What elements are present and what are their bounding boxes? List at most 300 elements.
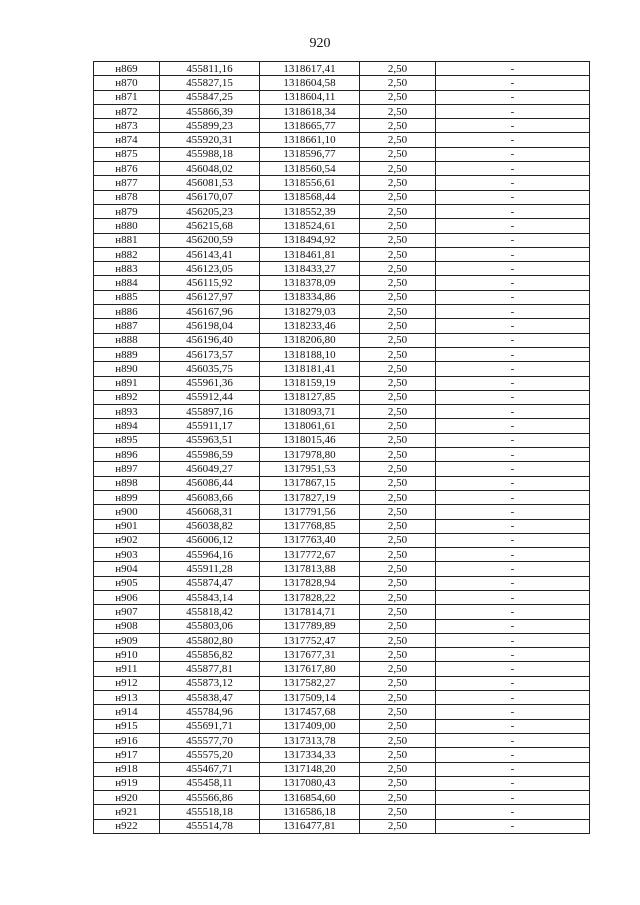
x-coordinate-cell: 455838,47	[160, 691, 260, 705]
note-cell: -	[436, 805, 590, 819]
point-id-cell: н885	[94, 290, 160, 304]
x-coordinate-cell: 455518,18	[160, 805, 260, 819]
accuracy-cell: 2,50	[360, 476, 436, 490]
accuracy-cell: 2,50	[360, 190, 436, 204]
accuracy-cell: 2,50	[360, 533, 436, 547]
y-coordinate-cell: 1317313,78	[260, 733, 360, 747]
accuracy-cell: 2,50	[360, 633, 436, 647]
accuracy-cell: 2,50	[360, 419, 436, 433]
table-row	[94, 533, 590, 547]
point-id-cell: н910	[94, 648, 160, 662]
point-id-cell: н872	[94, 104, 160, 118]
table-row	[94, 147, 590, 161]
table-row	[94, 233, 590, 247]
y-coordinate-cell: 1318061,61	[260, 419, 360, 433]
accuracy-cell: 2,50	[360, 405, 436, 419]
x-coordinate-cell: 455827,15	[160, 76, 260, 90]
point-id-cell: н895	[94, 433, 160, 447]
accuracy-cell: 2,50	[360, 176, 436, 190]
y-coordinate-cell: 1317148,20	[260, 762, 360, 776]
x-coordinate-cell: 455874,47	[160, 576, 260, 590]
accuracy-cell: 2,50	[360, 119, 436, 133]
point-id-cell: н890	[94, 362, 160, 376]
note-cell: -	[436, 576, 590, 590]
point-id-cell: н912	[94, 676, 160, 690]
table-row	[94, 748, 590, 762]
table-row	[94, 190, 590, 204]
accuracy-cell: 2,50	[360, 247, 436, 261]
table-row	[94, 462, 590, 476]
table-row	[94, 548, 590, 562]
accuracy-cell: 2,50	[360, 748, 436, 762]
table-row	[94, 62, 590, 76]
y-coordinate-cell: 1316477,81	[260, 819, 360, 833]
y-coordinate-cell: 1317813,88	[260, 562, 360, 576]
y-coordinate-cell: 1318665,77	[260, 119, 360, 133]
accuracy-cell: 2,50	[360, 776, 436, 790]
note-cell: -	[436, 305, 590, 319]
x-coordinate-cell: 455856,82	[160, 648, 260, 662]
accuracy-cell: 2,50	[360, 676, 436, 690]
table-row	[94, 733, 590, 747]
y-coordinate-cell: 1318661,10	[260, 133, 360, 147]
accuracy-cell: 2,50	[360, 76, 436, 90]
point-id-cell: н886	[94, 305, 160, 319]
x-coordinate-cell: 455691,71	[160, 719, 260, 733]
note-cell: -	[436, 748, 590, 762]
table-row	[94, 590, 590, 604]
x-coordinate-cell: 455920,31	[160, 133, 260, 147]
accuracy-cell: 2,50	[360, 305, 436, 319]
accuracy-cell: 2,50	[360, 347, 436, 361]
table-row	[94, 219, 590, 233]
y-coordinate-cell: 1318617,41	[260, 62, 360, 76]
table-row	[94, 490, 590, 504]
note-cell: -	[436, 233, 590, 247]
note-cell: -	[436, 147, 590, 161]
x-coordinate-cell: 455912,44	[160, 390, 260, 404]
y-coordinate-cell: 1318093,71	[260, 405, 360, 419]
y-coordinate-cell: 1317763,40	[260, 533, 360, 547]
note-cell: -	[436, 519, 590, 533]
x-coordinate-cell: 456143,41	[160, 247, 260, 261]
y-coordinate-cell: 1318524,61	[260, 219, 360, 233]
y-coordinate-cell: 1318568,44	[260, 190, 360, 204]
point-id-cell: н919	[94, 776, 160, 790]
y-coordinate-cell: 1316854,60	[260, 791, 360, 805]
x-coordinate-cell: 455866,39	[160, 104, 260, 118]
table-row	[94, 448, 590, 462]
point-id-cell: н889	[94, 347, 160, 361]
point-id-cell: н911	[94, 662, 160, 676]
table-row	[94, 562, 590, 576]
accuracy-cell: 2,50	[360, 362, 436, 376]
accuracy-cell: 2,50	[360, 204, 436, 218]
accuracy-cell: 2,50	[360, 719, 436, 733]
x-coordinate-cell: 456035,75	[160, 362, 260, 376]
table-row	[94, 691, 590, 705]
x-coordinate-cell: 455575,20	[160, 748, 260, 762]
y-coordinate-cell: 1317828,22	[260, 590, 360, 604]
table-row	[94, 433, 590, 447]
table-row	[94, 362, 590, 376]
y-coordinate-cell: 1318181,41	[260, 362, 360, 376]
note-cell: -	[436, 290, 590, 304]
accuracy-cell: 2,50	[360, 490, 436, 504]
note-cell: -	[436, 376, 590, 390]
y-coordinate-cell: 1318279,03	[260, 305, 360, 319]
table-body	[94, 62, 590, 834]
y-coordinate-cell: 1318604,58	[260, 76, 360, 90]
x-coordinate-cell: 455577,70	[160, 733, 260, 747]
point-id-cell: н921	[94, 805, 160, 819]
accuracy-cell: 2,50	[360, 819, 436, 833]
accuracy-cell: 2,50	[360, 762, 436, 776]
point-id-cell: н899	[94, 490, 160, 504]
note-cell: -	[436, 619, 590, 633]
point-id-cell: н918	[94, 762, 160, 776]
x-coordinate-cell: 455911,28	[160, 562, 260, 576]
table-row	[94, 305, 590, 319]
point-id-cell: н922	[94, 819, 160, 833]
table-row	[94, 333, 590, 347]
accuracy-cell: 2,50	[360, 133, 436, 147]
y-coordinate-cell: 1317509,14	[260, 691, 360, 705]
table-row	[94, 762, 590, 776]
point-id-cell: н914	[94, 705, 160, 719]
note-cell: -	[436, 405, 590, 419]
accuracy-cell: 2,50	[360, 590, 436, 604]
x-coordinate-cell: 456123,05	[160, 262, 260, 276]
y-coordinate-cell: 1318378,09	[260, 276, 360, 290]
accuracy-cell: 2,50	[360, 376, 436, 390]
x-coordinate-cell: 455802,80	[160, 633, 260, 647]
point-id-cell: н888	[94, 333, 160, 347]
y-coordinate-cell: 1317951,53	[260, 462, 360, 476]
accuracy-cell: 2,50	[360, 462, 436, 476]
point-id-cell: н880	[94, 219, 160, 233]
x-coordinate-cell: 456167,96	[160, 305, 260, 319]
accuracy-cell: 2,50	[360, 333, 436, 347]
note-cell: -	[436, 590, 590, 604]
note-cell: -	[436, 419, 590, 433]
note-cell: -	[436, 433, 590, 447]
x-coordinate-cell: 456115,92	[160, 276, 260, 290]
note-cell: -	[436, 390, 590, 404]
point-id-cell: н907	[94, 605, 160, 619]
y-coordinate-cell: 1318604,11	[260, 90, 360, 104]
accuracy-cell: 2,50	[360, 448, 436, 462]
table-row	[94, 705, 590, 719]
point-id-cell: н897	[94, 462, 160, 476]
point-id-cell: н906	[94, 590, 160, 604]
note-cell: -	[436, 204, 590, 218]
table-row	[94, 119, 590, 133]
note-cell: -	[436, 476, 590, 490]
y-coordinate-cell: 1317409,00	[260, 719, 360, 733]
x-coordinate-cell: 455961,36	[160, 376, 260, 390]
accuracy-cell: 2,50	[360, 62, 436, 76]
point-id-cell: н909	[94, 633, 160, 647]
y-coordinate-cell: 1317080,43	[260, 776, 360, 790]
y-coordinate-cell: 1318233,46	[260, 319, 360, 333]
point-id-cell: н876	[94, 162, 160, 176]
x-coordinate-cell: 456215,68	[160, 219, 260, 233]
point-id-cell: н878	[94, 190, 160, 204]
table-row	[94, 662, 590, 676]
page-number: 920	[309, 36, 331, 51]
x-coordinate-cell: 455458,11	[160, 776, 260, 790]
table-row	[94, 247, 590, 261]
y-coordinate-cell: 1317752,47	[260, 633, 360, 647]
y-coordinate-cell: 1318206,80	[260, 333, 360, 347]
accuracy-cell: 2,50	[360, 290, 436, 304]
accuracy-cell: 2,50	[360, 548, 436, 562]
x-coordinate-cell: 456081,53	[160, 176, 260, 190]
accuracy-cell: 2,50	[360, 791, 436, 805]
table-row	[94, 390, 590, 404]
note-cell: -	[436, 505, 590, 519]
table-row	[94, 576, 590, 590]
note-cell: -	[436, 176, 590, 190]
note-cell: -	[436, 776, 590, 790]
y-coordinate-cell: 1318552,39	[260, 204, 360, 218]
accuracy-cell: 2,50	[360, 276, 436, 290]
note-cell: -	[436, 448, 590, 462]
accuracy-cell: 2,50	[360, 162, 436, 176]
note-cell: -	[436, 819, 590, 833]
y-coordinate-cell: 1318334,86	[260, 290, 360, 304]
y-coordinate-cell: 1318618,34	[260, 104, 360, 118]
x-coordinate-cell: 456048,02	[160, 162, 260, 176]
note-cell: -	[436, 562, 590, 576]
y-coordinate-cell: 1318596,77	[260, 147, 360, 161]
x-coordinate-cell: 455811,16	[160, 62, 260, 76]
note-cell: -	[436, 104, 590, 118]
point-id-cell: н904	[94, 562, 160, 576]
accuracy-cell: 2,50	[360, 219, 436, 233]
point-id-cell: н869	[94, 62, 160, 76]
table-row	[94, 605, 590, 619]
accuracy-cell: 2,50	[360, 648, 436, 662]
x-coordinate-cell: 455818,42	[160, 605, 260, 619]
y-coordinate-cell: 1318433,27	[260, 262, 360, 276]
x-coordinate-cell: 456049,27	[160, 462, 260, 476]
table-row	[94, 176, 590, 190]
accuracy-cell: 2,50	[360, 390, 436, 404]
point-id-cell: н903	[94, 548, 160, 562]
accuracy-cell: 2,50	[360, 147, 436, 161]
x-coordinate-cell: 455986,59	[160, 448, 260, 462]
table-row	[94, 133, 590, 147]
table-row	[94, 791, 590, 805]
y-coordinate-cell: 1317867,15	[260, 476, 360, 490]
note-cell: -	[436, 533, 590, 547]
accuracy-cell: 2,50	[360, 262, 436, 276]
point-id-cell: н916	[94, 733, 160, 747]
point-id-cell: н887	[94, 319, 160, 333]
x-coordinate-cell: 456198,04	[160, 319, 260, 333]
note-cell: -	[436, 490, 590, 504]
note-cell: -	[436, 648, 590, 662]
note-cell: -	[436, 719, 590, 733]
y-coordinate-cell: 1317814,71	[260, 605, 360, 619]
x-coordinate-cell: 456086,44	[160, 476, 260, 490]
table-row	[94, 104, 590, 118]
x-coordinate-cell: 456173,57	[160, 347, 260, 361]
y-coordinate-cell: 1318015,46	[260, 433, 360, 447]
accuracy-cell: 2,50	[360, 619, 436, 633]
x-coordinate-cell: 456205,23	[160, 204, 260, 218]
table-row	[94, 648, 590, 662]
x-coordinate-cell: 455988,18	[160, 147, 260, 161]
point-id-cell: н883	[94, 262, 160, 276]
note-cell: -	[436, 462, 590, 476]
x-coordinate-cell: 456083,66	[160, 490, 260, 504]
y-coordinate-cell: 1317827,19	[260, 490, 360, 504]
table-row	[94, 819, 590, 833]
x-coordinate-cell: 456196,40	[160, 333, 260, 347]
note-cell: -	[436, 190, 590, 204]
accuracy-cell: 2,50	[360, 605, 436, 619]
note-cell: -	[436, 133, 590, 147]
table-row	[94, 90, 590, 104]
table-row	[94, 505, 590, 519]
x-coordinate-cell: 455843,14	[160, 590, 260, 604]
table-row	[94, 376, 590, 390]
point-id-cell: н873	[94, 119, 160, 133]
table-row	[94, 405, 590, 419]
point-id-cell: н905	[94, 576, 160, 590]
y-coordinate-cell: 1318127,85	[260, 390, 360, 404]
note-cell: -	[436, 347, 590, 361]
accuracy-cell: 2,50	[360, 805, 436, 819]
y-coordinate-cell: 1317772,67	[260, 548, 360, 562]
y-coordinate-cell: 1317334,33	[260, 748, 360, 762]
table-row	[94, 519, 590, 533]
point-id-cell: н917	[94, 748, 160, 762]
x-coordinate-cell: 455566,86	[160, 791, 260, 805]
accuracy-cell: 2,50	[360, 505, 436, 519]
note-cell: -	[436, 662, 590, 676]
table-row	[94, 290, 590, 304]
note-cell: -	[436, 333, 590, 347]
y-coordinate-cell: 1317582,27	[260, 676, 360, 690]
x-coordinate-cell: 455899,23	[160, 119, 260, 133]
point-id-cell: н901	[94, 519, 160, 533]
note-cell: -	[436, 762, 590, 776]
note-cell: -	[436, 76, 590, 90]
x-coordinate-cell: 455964,16	[160, 548, 260, 562]
x-coordinate-cell: 456038,82	[160, 519, 260, 533]
y-coordinate-cell: 1318461,81	[260, 247, 360, 261]
x-coordinate-cell: 455784,96	[160, 705, 260, 719]
point-id-cell: н908	[94, 619, 160, 633]
table-row	[94, 476, 590, 490]
accuracy-cell: 2,50	[360, 733, 436, 747]
y-coordinate-cell: 1318494,92	[260, 233, 360, 247]
note-cell: -	[436, 247, 590, 261]
y-coordinate-cell: 1317791,56	[260, 505, 360, 519]
note-cell: -	[436, 62, 590, 76]
point-id-cell: н891	[94, 376, 160, 390]
point-id-cell: н894	[94, 419, 160, 433]
x-coordinate-cell: 456200,59	[160, 233, 260, 247]
note-cell: -	[436, 90, 590, 104]
table-row	[94, 633, 590, 647]
x-coordinate-cell: 456170,07	[160, 190, 260, 204]
table-row	[94, 76, 590, 90]
coordinates-table	[93, 61, 590, 834]
point-id-cell: н915	[94, 719, 160, 733]
table-row	[94, 805, 590, 819]
note-cell: -	[436, 548, 590, 562]
x-coordinate-cell: 456006,12	[160, 533, 260, 547]
y-coordinate-cell: 1318188,10	[260, 347, 360, 361]
point-id-cell: н892	[94, 390, 160, 404]
table-row	[94, 262, 590, 276]
x-coordinate-cell: 455514,78	[160, 819, 260, 833]
point-id-cell: н870	[94, 76, 160, 90]
note-cell: -	[436, 633, 590, 647]
point-id-cell: н877	[94, 176, 160, 190]
note-cell: -	[436, 691, 590, 705]
point-id-cell: н881	[94, 233, 160, 247]
note-cell: -	[436, 162, 590, 176]
note-cell: -	[436, 319, 590, 333]
x-coordinate-cell: 455803,06	[160, 619, 260, 633]
x-coordinate-cell: 455873,12	[160, 676, 260, 690]
table-row	[94, 276, 590, 290]
point-id-cell: н893	[94, 405, 160, 419]
note-cell: -	[436, 733, 590, 747]
note-cell: -	[436, 262, 590, 276]
accuracy-cell: 2,50	[360, 319, 436, 333]
table-row	[94, 776, 590, 790]
y-coordinate-cell: 1317457,68	[260, 705, 360, 719]
accuracy-cell: 2,50	[360, 576, 436, 590]
x-coordinate-cell: 455467,71	[160, 762, 260, 776]
y-coordinate-cell: 1317617,80	[260, 662, 360, 676]
note-cell: -	[436, 119, 590, 133]
note-cell: -	[436, 219, 590, 233]
table-row	[94, 719, 590, 733]
table-row	[94, 347, 590, 361]
point-id-cell: н874	[94, 133, 160, 147]
table-row	[94, 419, 590, 433]
point-id-cell: н884	[94, 276, 160, 290]
x-coordinate-cell: 455877,81	[160, 662, 260, 676]
accuracy-cell: 2,50	[360, 519, 436, 533]
point-id-cell: н898	[94, 476, 160, 490]
y-coordinate-cell: 1318159,19	[260, 376, 360, 390]
y-coordinate-cell: 1317789,89	[260, 619, 360, 633]
table-row	[94, 676, 590, 690]
accuracy-cell: 2,50	[360, 233, 436, 247]
table-row	[94, 162, 590, 176]
table-row	[94, 204, 590, 218]
x-coordinate-cell: 455911,17	[160, 419, 260, 433]
point-id-cell: н896	[94, 448, 160, 462]
x-coordinate-cell: 455963,51	[160, 433, 260, 447]
x-coordinate-cell: 456127,97	[160, 290, 260, 304]
point-id-cell: н902	[94, 533, 160, 547]
point-id-cell: н913	[94, 691, 160, 705]
x-coordinate-cell: 455847,25	[160, 90, 260, 104]
y-coordinate-cell: 1318556,61	[260, 176, 360, 190]
accuracy-cell: 2,50	[360, 705, 436, 719]
point-id-cell: н875	[94, 147, 160, 161]
